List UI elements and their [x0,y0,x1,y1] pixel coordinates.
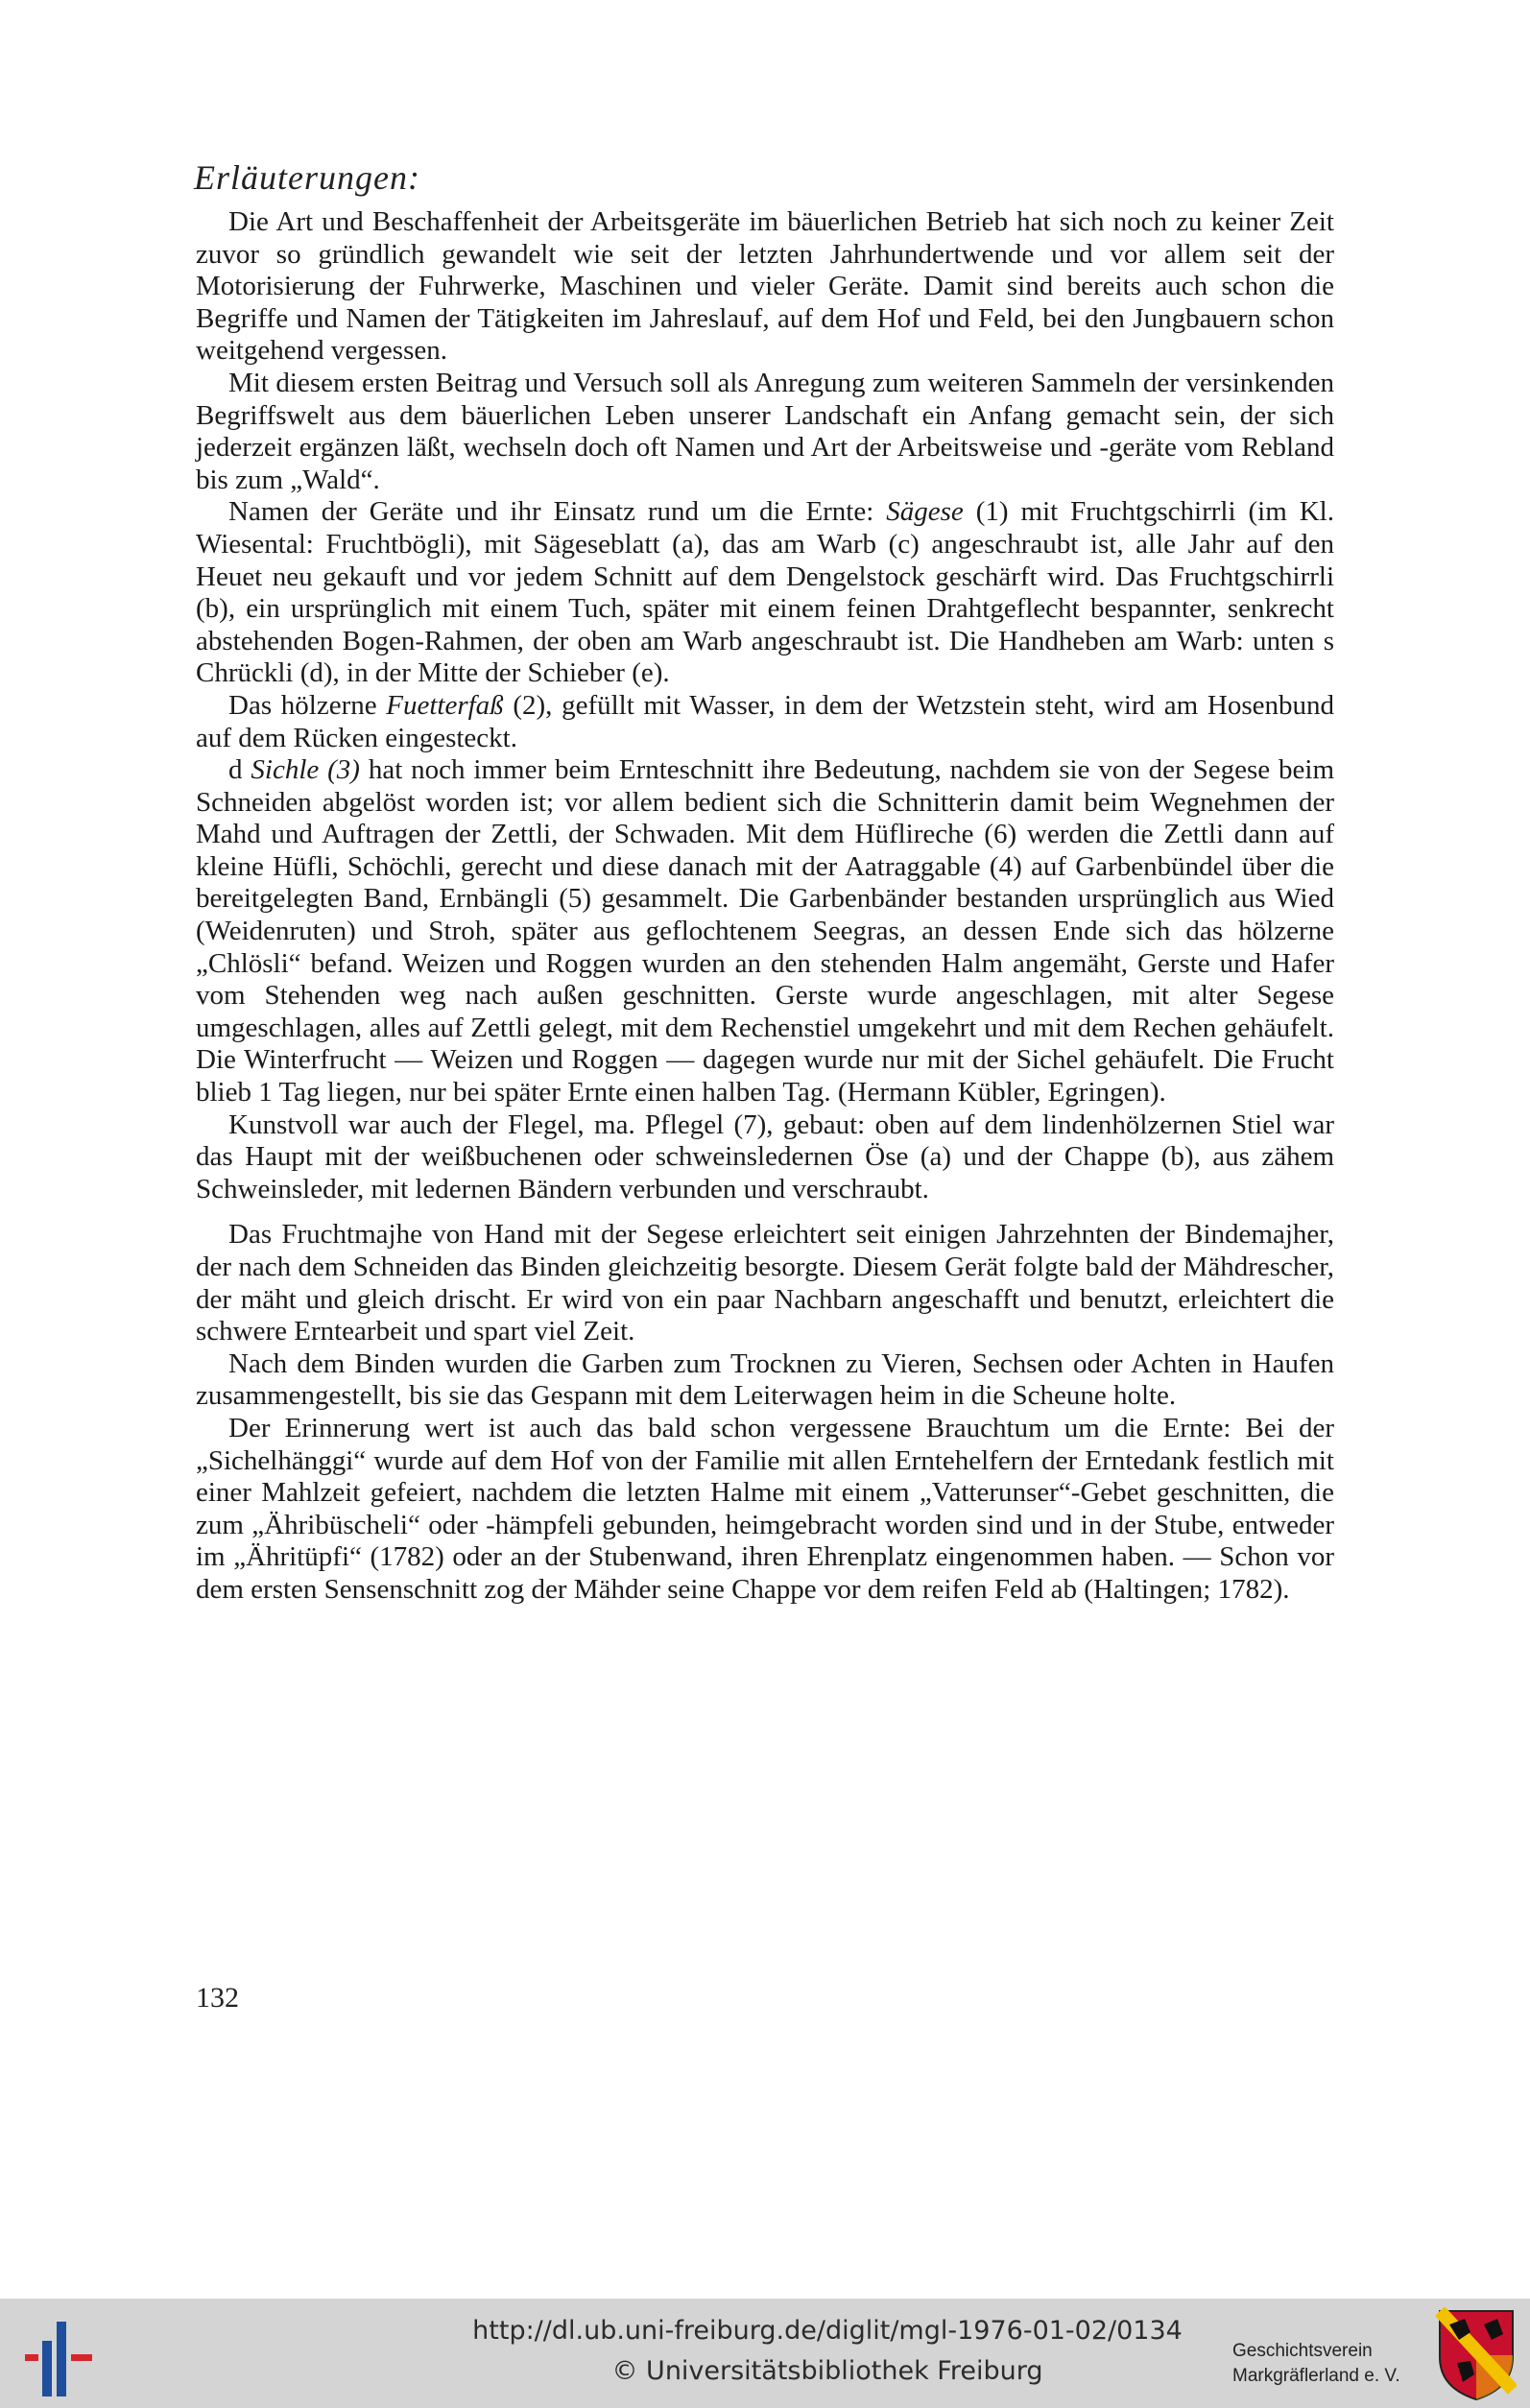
text-run: d [228,754,251,786]
italic-term: Sägese [886,496,964,528]
paragraph [196,1348,1334,1413]
italic-term: Sichle (3) [251,754,360,786]
coat-of-arms-icon [1436,2307,1517,2401]
paragraph [196,690,1334,754]
text-run: Kunstvoll war auch der Flegel, ma. Pflegel (7), gebaut: oben auf dem lindenhölzernen Stiel war das Haupt mit der weißbuchenen oder schweinsledernen Öse (a) und der Chappe (b), aus zähem Schweinsleder, mit ledernen Bändern verbunden und verschraubt. [196,1109,1334,1204]
section-heading: Erläuterungen: [194,158,420,197]
text-run: Die Art und Beschaffenheit der Arbeitsgeräte im bäuerlichen Betrieb hat sich noch zu keiner Zeit zuvor so gründlich gewandelt wie seit der letzten Jahrhundertwende und vor allem seit der Motorisierung der Fuhrwerke, Maschinen und vieler Geräte. Damit sind bereits auch schon die Begriffe und Namen der Tätigkeiten im Jahreslauf, auf dem Hof und Feld, bei den Jungbauern schon weitgehend vergessen. [196,206,1334,367]
society-line-2: Markgräflerland e. V. [1232,2366,1400,2386]
text-run: Mit diesem ersten Beitrag und Versuch soll als Anregung zum weiteren Sammeln der versinkenden Begriffswelt aus dem bäuerlichen Leben unserer Landschaft ein Anfang gemacht sein, der sich jederzeit ergänzen läßt, wechseln doch oft Namen und Art der Arbeitsweise und -geräte vom Rebland bis zum „Wald“. [196,367,1334,495]
text-run: Nach dem Binden wurden die Garben zum Trocknen zu Vieren, Sechsen oder Achten in Haufen zusammengestellt, bis sie das Gespann mit dem Leiterwagen heim in die Scheune holte. [196,1347,1334,1412]
text-run: (1) mit Fruchtgschirrli (im Kl. Wiesental: Fruchtbögli), mit Sägeseblatt (a), das am Warb (c) angeschraubt ist, alle Jahr auf den Heuet neu gekauft und vor jedem Schnitt auf dem Dengelstock geschärft wird. Das Fruchtgschirrli (b), ein ursprünglich mit einem Tuch, später mit einem feinen Drahtgeflecht bespannter, senkrecht abstehenden Bogen-Rahmen, der oben am Warb angeschraubt ist. Die Handheben am Warb: unten s Chrückli (d), in der Mitte der Schieber (e). [196,496,1334,689]
paragraph [196,1109,1334,1206]
paragraph [196,368,1334,496]
paragraph [196,1219,1334,1347]
viewer-footer [0,2299,1530,2408]
paragraph [196,496,1334,690]
society-name [1232,2339,1400,2389]
text-run: Das hölzerne [228,689,387,721]
italic-term: Fuetterfaß [386,689,504,721]
text-run: (2), gefüllt mit Wasser, in dem der Wetzstein steht, wird am Hosenbund auf dem Rücken eingesteckt. [196,689,1334,753]
society-line-1: Geschichtsverein [1232,2341,1373,2361]
text-run: Namen der Geräte und ihr Einsatz rund um die Ernte: [228,496,887,528]
permalink-link[interactable]: http://dl.ub.uni-freiburg.de/diglit/mgl-1976-01-02/0134 [472,2316,1183,2346]
paragraph [196,206,1334,368]
paragraph [196,754,1334,1109]
page-number: 132 [196,1982,239,2014]
body-text [196,206,1334,1607]
paragraph [196,1413,1334,1607]
text-run: Das Fruchtmajhe von Hand mit der Segese erleichtert seit einigen Jahrzehnten der Bindemajher, der nach dem Schneiden das Binden gleichzeitig besorgte. Diesem Gerät folgte bald der Mähdrescher, der mäht und gleich drischt. Er wird von ein paar Nachbarn angeschafft und benutzt, erleichtert die schwere Erntearbeit und spart viel Zeit. [196,1219,1334,1347]
text-run: Der Erinnerung wert ist auch das bald schon vergessene Brauchtum um die Ernte: Bei der „Sichelhänggi“ wurde auf dem Hof von der Familie mit allen Erntehelfern der Erntedank festlich mit einer Mahlzeit gefeiert, nachdem die letzten Halme mit einem „Vatterunser“-Gebet geschnitten, die zum „Ähribüscheli“ oder -hämpfeli gebunden, heimgebracht worden sind und in der Stube, entweder im „Ähritüpfi“ (1782) oder an der Stubenwand, ihren Ehrenplatz eingenommen haben. — Schon vor dem ersten Sensenschnitt zog der Mähder seine Chappe vor dem reifen Feld ab (Haltingen; 1782). [196,1412,1334,1605]
copyright-text: © Universitätsbibliothek Freiburg [611,2356,1043,2386]
text-run: hat noch immer beim Ernteschnitt ihre Bedeutung, nachdem sie von der Segese beim Schneiden abgelöst worden ist; vor allem bedient sich die Schnitterin damit beim Wegnehmen der Mahd und Auftragen der Zettli, der Schwaden. Mit dem Hüflireche (6) werden die Zettli dann auf kleine Hüfli, Schöchli, gerecht und diese danach mit der Aatraggable (4) auf Garbenbündel über die bereitgelegten Band, Ernbängli (5) gesammelt. Die Garbenbänder bestanden ursprünglich aus Wied (Weidenruten) und Stroh, später aus geflochtenem Seegras, an dessen Ende sich das hölzerne „Chlösli“ befand. Weizen und Roggen wurden an den stehenden Halm angemäht, Gerste und Hafer vom Stehenden weg nach außen geschnitten. Gerste wurde angeschlagen, mit alter Segese umgeschlagen, alles auf Zettli gelegt, mit dem Rechenstiel umgekehrt und mit dem Rechen gehäufelt. Die Winterfrucht — Weizen und Roggen — dagegen wurde nur mit der Sichel gehäufelt. Die Frucht blieb 1 Tag liegen, nur bei später Ernte einen halben Tag. (Hermann Kübler, Egringen). [196,754,1335,1109]
